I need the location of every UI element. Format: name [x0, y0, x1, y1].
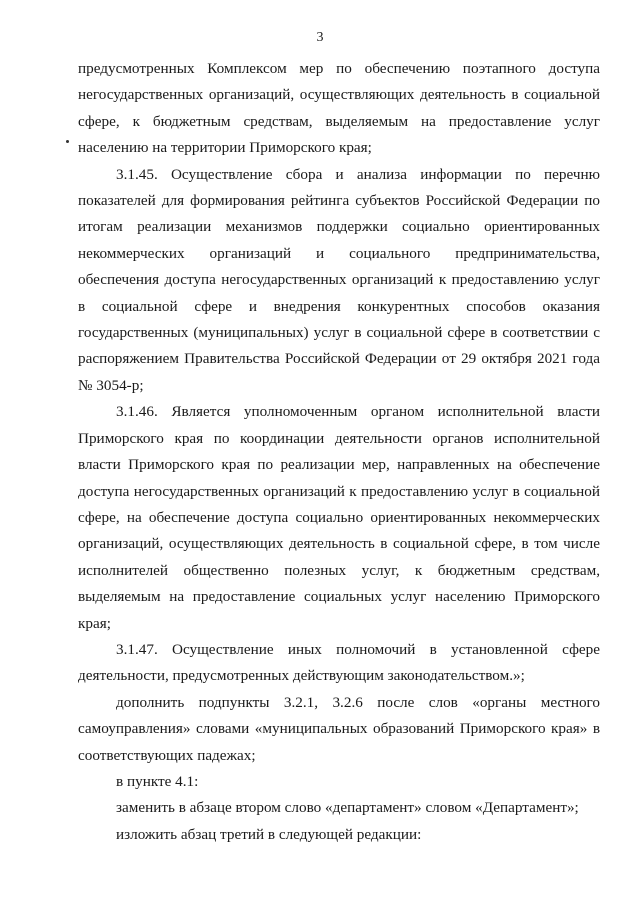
paragraph-3-1-47: 3.1.47. Осуществление иных полномочий в установленной сфере деятельности, предусмотренных действующим законодательством.»; [78, 640, 600, 685]
document-body [78, 56, 600, 848]
paragraph-3-1-46: 3.1.46. Является уполномоченным органом исполнительной власти Приморского края по координации деятельности органов исполнительной власти Приморского края по реализации мер, направленных на обеспечение доступа негосударственных организаций к предоставлению услуг в социальной сфере, на обеспечение доступа социально ориентированных некоммерческих организаций, осуществляющих деятельность в социальной сфере, в том числе исполнителей общественно полезных услуг, к бюджетным средствам, выделяемым на предоставление социальных услуг населению Приморского края; [78, 403, 600, 632]
paragraph-point-4-1: в пункте 4.1: [116, 772, 199, 790]
paragraph-replace-word: заменить в абзаце втором слово «департамент» словом «Департамент»; [116, 799, 579, 817]
margin-mark [66, 140, 69, 143]
paragraph-restate-third: изложить абзац третий в следующей редакции: [116, 825, 422, 843]
paragraph-continuation: предусмотренных Комплексом мер по обеспечению поэтапного доступа негосударственных организаций, осуществляющих деятельность в социальной сфере, к бюджетным средствам, выделяемым на предоставление услуг населению на территории Приморского края; [78, 60, 600, 157]
page-number: 3 [316, 30, 324, 45]
paragraph-amend-3-2: дополнить подпункты 3.2.1, 3.2.6 после слов «органы местного самоуправления» словами «муниципальных образований Приморского края» в соответствующих падежах; [78, 693, 600, 764]
paragraph-3-1-45: 3.1.45. Осуществление сбора и анализа информации по перечню показателей для формирования рейтинга субъектов Российской Федерации по итогам реализации механизмов поддержки социально ориентированных некоммерческих организаций и социального предпринимательства, обеспечения доступа негосударственных организаций к предоставлению услуг в социальной сфере и внедрения конкурентных способов оказания государственных (муниципальных) услуг в социальной сфере в соответствии с распоряжением Правительства Российской Федерации от 29 октября 2021 года № 3054-р; [78, 165, 600, 394]
